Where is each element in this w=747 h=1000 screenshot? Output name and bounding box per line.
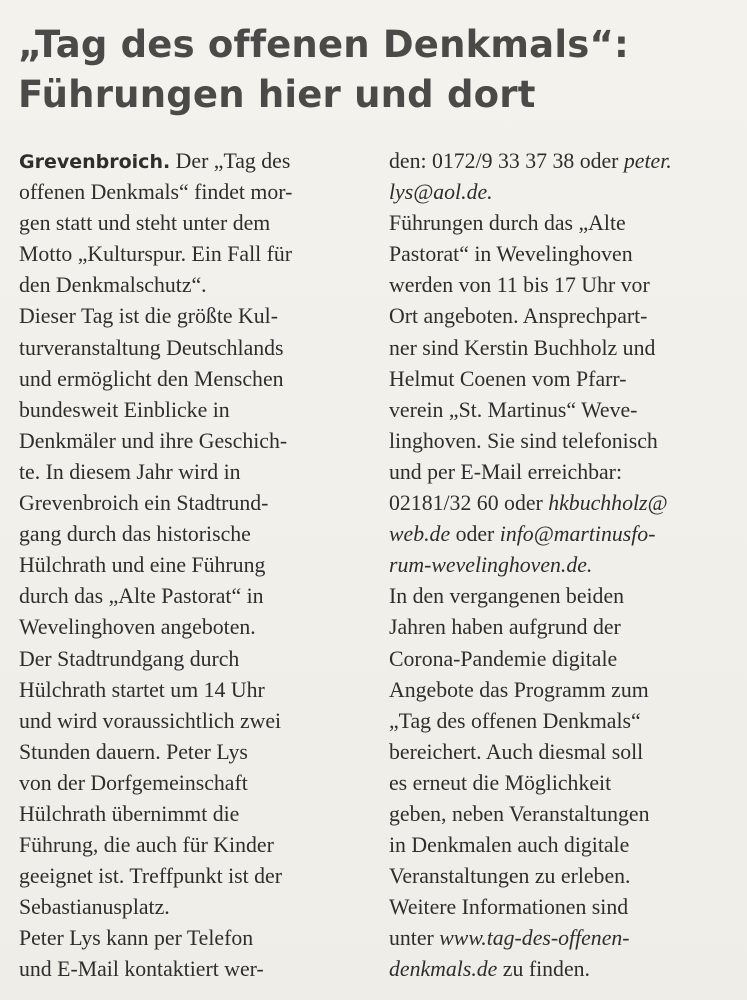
article-line: Helmut Coenen vom Pfarr- [389, 366, 627, 391]
article-line: gang durch das historische [19, 522, 251, 547]
email-link-text: info@martinusfo- [499, 522, 656, 547]
email-link-text: web.de [389, 522, 451, 547]
article-line [389, 923, 734, 954]
article-line: Führung, die auch für Kinder [19, 833, 274, 858]
article-line-text: zu finden. [497, 957, 590, 982]
article-line: linghoven. Sie sind telefonisch [389, 428, 658, 453]
article-line: Veranstaltungen zu erleben. [389, 864, 631, 889]
article-line [389, 954, 734, 985]
email-link-text: rum-wevelinghoven.de. [389, 553, 593, 578]
article-line: Angebote das Programm zum [389, 677, 649, 702]
article-line: Weitere Informationen sind [389, 895, 629, 920]
article-line: offenen Denkmals“ findet mor- [19, 180, 293, 205]
website-link-text: www.tag-des-offenen- [439, 926, 630, 951]
article-line: werden von 11 bis 17 Uhr vor [389, 273, 650, 298]
article-line: geeignet ist. Treffpunkt ist der [19, 864, 282, 889]
article-line: Jahren haben aufgrund der [389, 615, 621, 640]
article-line-text: oder [450, 522, 500, 547]
article-line: Hülchrath startet um 14 Uhr [19, 677, 265, 702]
article-line-text: Der „Tag des [170, 149, 291, 173]
article-line: den Denkmalschutz“. [19, 273, 207, 298]
article-line-text: unter [389, 926, 440, 951]
headline-line-2: Führungen hier und dort [18, 73, 536, 116]
article-line: Hülchrath und eine Führung [19, 553, 266, 578]
article-line: Führungen durch das „Alte [389, 211, 626, 236]
article-line: verein „St. Martinus“ Weve- [389, 397, 638, 422]
article-line [19, 146, 369, 177]
article-column-right [389, 146, 734, 986]
article-line: „Tag des offenen Denkmals“ [389, 708, 641, 733]
article-column-left [19, 146, 369, 986]
dateline: Grevenbroich. [19, 151, 171, 173]
email-link-text: hkbuchholz@ [548, 491, 668, 516]
article-line: Denkmäler und ihre Geschich- [19, 428, 288, 453]
article-line: Sebastianusplatz. [19, 895, 170, 920]
article-line: und per E-Mail erreichbar: [389, 459, 622, 484]
article-line: bereichert. Auch diesmal soll [389, 739, 644, 764]
email-link-text: peter. [623, 149, 672, 173]
headline-line-1: „Tag des offenen Denkmals“: [18, 23, 629, 66]
article-line: Der Stadtrundgang durch [19, 646, 240, 671]
article-line: Dieser Tag ist die größte Kul- [19, 304, 278, 329]
article-line: und E-Mail kontaktiert wer- [19, 957, 264, 982]
article-line-text: 02181/32 60 oder [389, 491, 549, 516]
article-line: Grevenbroich ein Stadtrund- [19, 491, 269, 516]
article-line: Wevelinghoven angeboten. [19, 615, 256, 640]
article-line: es erneut die Möglichkeit [389, 770, 612, 795]
article-line: te. In diesem Jahr wird in [19, 459, 241, 484]
article-line: von der Dorfgemeinschaft [19, 770, 248, 795]
article-line: Hülchrath übernimmt die [19, 801, 240, 826]
article-line [389, 488, 734, 519]
article-line: In den vergangenen beiden [389, 584, 625, 609]
email-link-text: lys@aol.de. [389, 180, 493, 205]
article-line: Pastorat“ in Wevelinghoven [389, 242, 633, 267]
article-line [389, 146, 734, 177]
article-headline [18, 20, 733, 120]
website-link-text: denkmals.de [389, 957, 498, 982]
article-line: Ort angeboten. Ansprechpart- [389, 304, 648, 329]
article-line: durch das „Alte Pastorat“ in [19, 584, 264, 609]
article-line: geben, neben Veranstaltungen [389, 801, 650, 826]
article-line: und ermöglicht den Menschen [19, 366, 284, 391]
article-line: und wird voraussichtlich zwei [19, 708, 282, 733]
article-line: ner sind Kerstin Buchholz und [389, 335, 656, 360]
article-line: in Denkmalen auch digitale [389, 833, 630, 858]
article-line: turveranstaltung Deutschlands [19, 335, 284, 360]
article-line-text: den: 0172/9 33 37 38 oder [389, 149, 624, 173]
article-line: Motto „Kulturspur. Ein Fall für [19, 242, 293, 267]
article-line: gen statt und steht unter dem [19, 211, 271, 236]
article-line: bundesweit Einblicke in [19, 397, 230, 422]
article-line: Peter Lys kann per Telefon [19, 926, 254, 951]
article-line: Corona-Pandemie digitale [389, 646, 618, 671]
article-line [389, 519, 734, 550]
article-line: Stunden dauern. Peter Lys [19, 739, 248, 764]
